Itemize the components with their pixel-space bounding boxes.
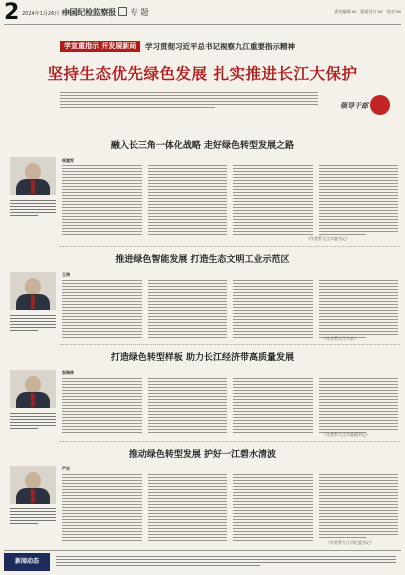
banner-subtitle: 学习贯彻习近平总书记视察九江重要指示精神 — [145, 42, 295, 51]
divider — [60, 246, 400, 247]
author-bio-4 — [10, 508, 56, 526]
author-bio-1 — [10, 200, 56, 218]
article-body-3 — [62, 378, 398, 435]
divider — [60, 344, 400, 345]
author-name-4: 严炎 — [62, 466, 70, 471]
section-name: 专 题 — [118, 7, 149, 18]
author-name-2: 王涛 — [62, 272, 70, 277]
divider — [60, 441, 400, 442]
signature-1: （作者系九江市委书记） — [306, 236, 350, 241]
article-body-1 — [62, 165, 398, 237]
section-title-4: 推动绿色转型发展 护好一江碧水清波 — [128, 450, 277, 460]
column-logo — [340, 95, 392, 117]
author-photo-1 — [10, 157, 56, 195]
issue-date: 2024年1月26日 星期五 — [22, 11, 76, 17]
author-name-3: 祝瑞林 — [62, 370, 74, 375]
author-bio-3 — [10, 413, 56, 431]
column-logo-badge-icon — [370, 95, 390, 115]
article-body-2 — [62, 280, 398, 340]
footer-bar — [4, 550, 401, 573]
editors-credit: 责任编辑:xx 版面设计:xx 校对:xx — [334, 9, 401, 14]
section-icon — [118, 7, 127, 16]
author-name-1: 徐建军 — [62, 158, 74, 163]
page-number: 2 — [4, 0, 20, 25]
section-title-3: 打造绿色转型样板 助力长江经济带高质量发展 — [110, 353, 295, 363]
article-body-4 — [62, 474, 398, 543]
banner-tag: 学宣重指示 开发展新局 — [60, 41, 140, 52]
footer-news-text — [56, 556, 396, 568]
column-logo-text: 领导干部 — [340, 101, 368, 110]
page-headline: 坚持生态优先绿色发展 扎实推进长江大保护 — [47, 64, 358, 83]
newspaper-name: 中国纪检监察报 — [62, 7, 116, 17]
author-photo-4 — [10, 466, 56, 504]
section-title-1: 融入长三角一体化战略 走好绿色转型发展之路 — [110, 141, 295, 151]
footer-label: 新闻动态 — [4, 553, 50, 571]
signature-4: （作者系九江市纪委书记） — [326, 540, 374, 545]
signature-2: （作者系九江市长） — [322, 336, 358, 341]
signature-3: （作者系九江市委副书记） — [322, 432, 370, 437]
author-photo-3 — [10, 370, 56, 408]
page-header — [4, 2, 401, 25]
section-title-2: 推进绿色智能发展 打造生态文明工业示范区 — [115, 255, 290, 265]
author-bio-2 — [10, 315, 56, 333]
author-photo-2 — [10, 272, 56, 310]
intro-paragraph — [60, 92, 318, 110]
